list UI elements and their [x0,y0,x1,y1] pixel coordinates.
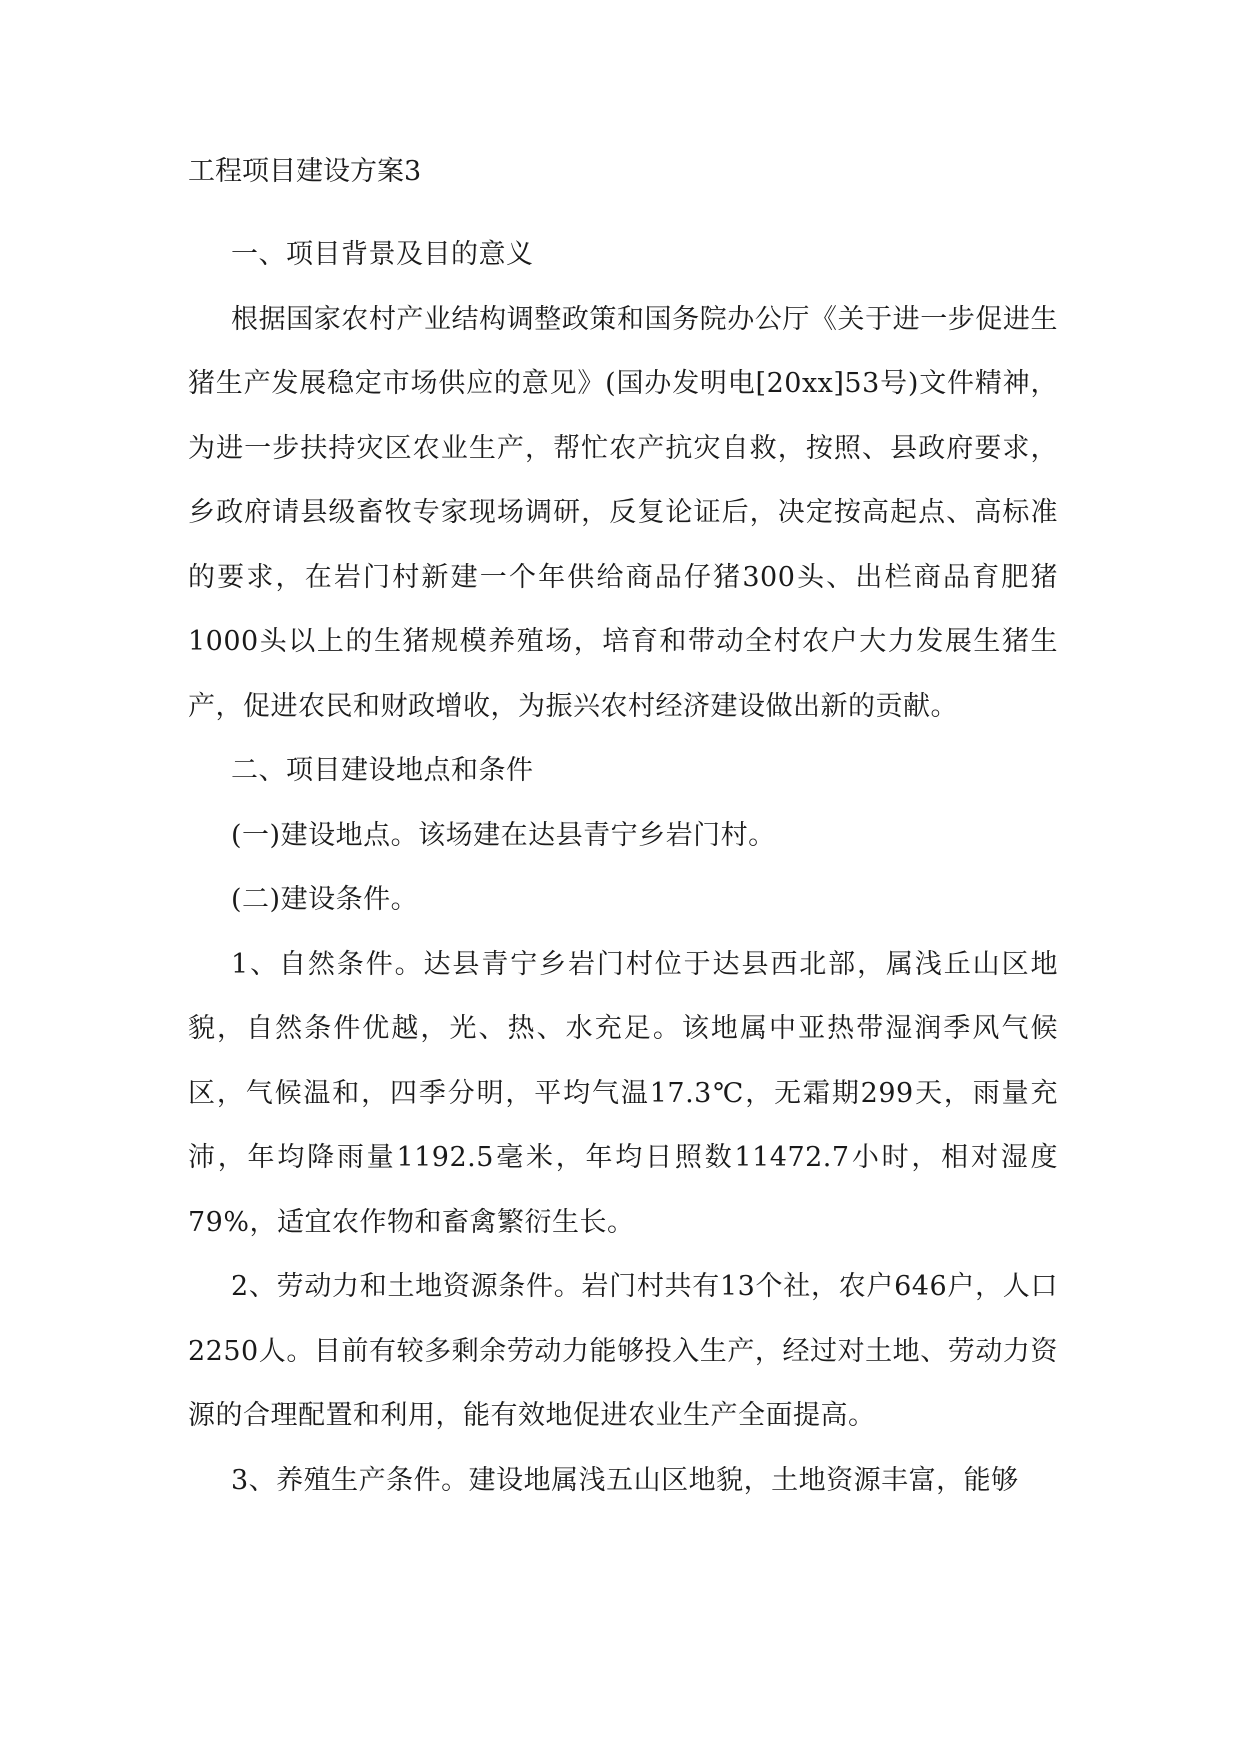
paragraph-breeding-conditions: 3、养殖生产条件。建设地属浅五山区地貌，土地资源丰富，能够 [231,1464,1019,1496]
paragraph-labor-land: 2、劳动力和土地资源条件。岩门村共有13个社，农户646户，人口2250人。目前有较多剩余劳动力能够投入生产，经过对土地、劳动力资源的合理配置和利用，能有效地促进农业生产全面提高。 [188,1271,1058,1431]
paragraph-natural-conditions: 1、自然条件。达县青宁乡岩门村位于达县西北部，属浅丘山区地貌，自然条件优越，光、热、水充足。该地属中亚热带湿润季风气候区，气候温和，四季分明，平均气温17.3℃，无霜期299天，雨量充沛，年均降雨量1192.5毫米，年均日照数11472.7小时，相对湿度79%，适宜农作物和畜禽繁衍生长。 [188,948,1058,1238]
document-body [188,157,1058,1513]
paragraph-background: 根据国家农村产业结构调整政策和国务院办公厅《关于进一步促进生猪生产发展稳定市场供应的意见》(国办发明电[20xx]53号)文件精神，为进一步扶持灾区农业生产，帮忙农产抗灾自救，按照、县政府要求，乡政府请县级畜牧专家现场调研，反复论证后，决定按高起点、高标准的要求，在岩门村新建一个年供给商品仔猪300头、出栏商品育肥猪1000头以上的生猪规模养殖场，培育和带动全村农户大力发展生猪生产，促进农民和财政增收，为振兴农村经济建设做出新的贡献。 [188,303,1058,722]
subsection-conditions: (二)建设条件。 [231,884,419,915]
section-heading-background: 一、项目背景及目的意义 [231,239,534,270]
subsection-location: (一)建设地点。该场建在达县青宁乡岩门村。 [231,819,776,851]
document-title: 工程项目建设方案3 [188,156,422,187]
section-heading-location: 二、项目建设地点和条件 [231,755,534,786]
